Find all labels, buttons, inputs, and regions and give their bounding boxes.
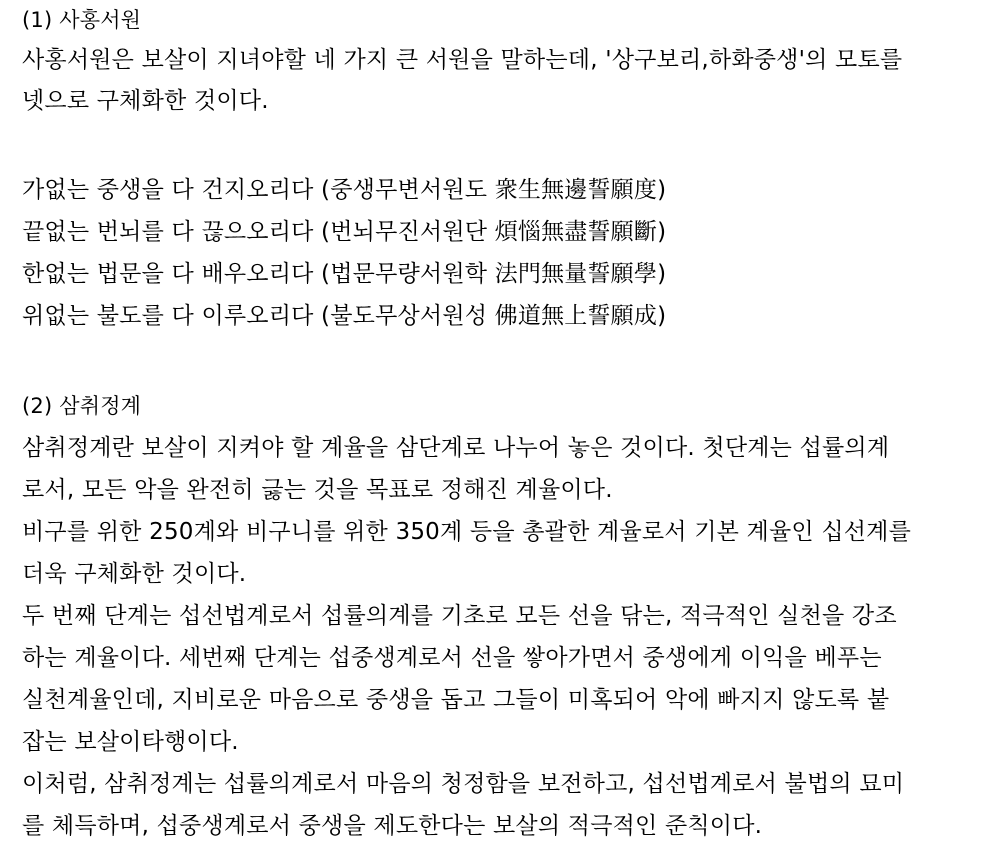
section-2-line-8: 잡는 보살이타행이다. — [22, 729, 239, 755]
vow-3: 한없는 법문을 다 배우오리다 (법문무량서원학 法門無量誓願學) — [22, 261, 667, 287]
section-2-line-9: 이처럼, 삼취정계는 섭률의계로서 마음의 청정함을 보전하고, 섭선법계로서 불법의 묘미 — [22, 771, 905, 797]
section-2-line-10: 를 체득하며, 섭중생계로서 중생을 제도한다는 보살의 적극적인 준칙이다. — [22, 813, 763, 839]
section-1-heading: (1) 사홍서원 — [22, 8, 142, 32]
section-2-line-2: 로서, 모든 악을 완전히 긇는 것을 목표로 정해진 계율이다. — [22, 477, 613, 503]
section-2-line-1: 삼취정계란 보살이 지켜야 할 계율을 삼단계로 나누어 놓은 것이다. 첫단계는 섭률의계 — [22, 435, 890, 461]
section-1-intro-line-1: 사홍서원은 보살이 지녀야할 네 가지 큰 서원을 말하는데, '상구보리,하화중생'의 모토를 — [22, 47, 903, 73]
vow-2: 끝없는 번뇌를 다 끊으오리다 (번뇌무진서원단 煩惱無盡誓願斷) — [22, 219, 667, 245]
section-2-line-6: 하는 계율이다. 세번째 단계는 섭중생계로서 선을 쌓아가면서 중생에게 이익을 베푸는 — [22, 645, 882, 671]
section-1-intro-line-2: 넷으로 구체화한 것이다. — [22, 88, 269, 114]
section-2-line-3: 비구를 위한 250계와 비구니를 위한 350계 등을 총괄한 계율로서 기본 계율인 십선계를 — [22, 519, 911, 545]
section-2-heading: (2) 삼취정계 — [22, 394, 142, 418]
section-2-line-7: 실천계율인데, 지비로운 마음으로 중생을 돕고 그들이 미혹되어 악에 빠지지 않도록 붙 — [22, 687, 890, 713]
section-2-line-4: 더욱 구체화한 것이다. — [22, 561, 247, 587]
vow-4: 위없는 불도를 다 이루오리다 (불도무상서원성 佛道無上誓願成) — [22, 303, 667, 329]
section-2-line-5: 두 번째 단계는 섭선법계로서 섭률의계를 기초로 모든 선을 닦는, 적극적인 실천을 강조 — [22, 603, 897, 629]
vow-1: 가없는 중생을 다 건지오리다 (중생무변서원도 衆生無邊誓願度) — [22, 177, 667, 203]
